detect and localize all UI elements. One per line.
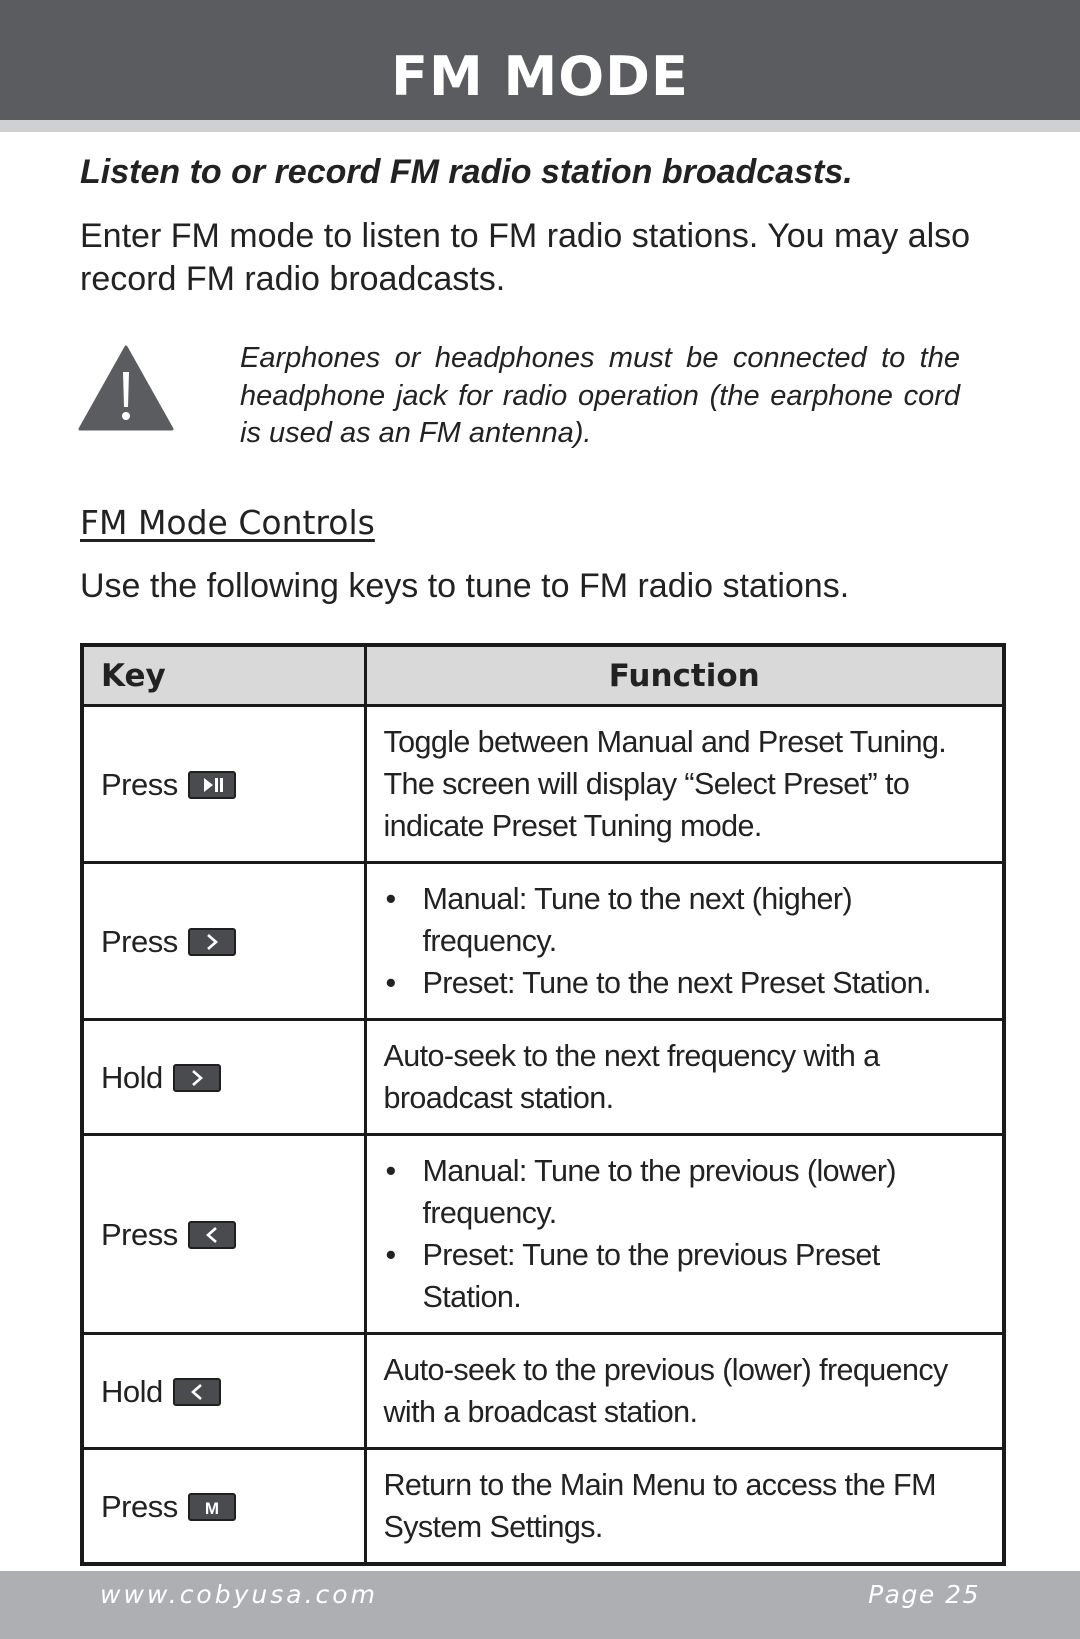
table-row [82,1135,1004,1334]
function-cell: Return to the Main Menu to access the FM System Settings. [365,1449,1004,1565]
table-header-row [82,645,1004,706]
bullet: • [385,1154,396,1188]
key-cell [82,863,365,1020]
warning-triangle-icon [78,345,174,431]
controls-table [80,643,1006,1566]
key-cell [82,1449,365,1565]
bullet: • [385,1238,396,1272]
page-title: FM MODE [391,45,689,108]
function-cell: Toggle between Manual and Preset Tuning. The screen will display “Select Preset” to indicate Preset Tuning mode. [365,706,1004,863]
page-number: Page 25 [868,1580,980,1609]
next-icon [173,1064,221,1092]
key-action-label: Press [101,1488,178,1524]
key-action-label: Press [101,1216,178,1252]
list-item [384,878,987,962]
key-cell [82,706,365,863]
footer-url: www.cobyusa.com [100,1580,378,1609]
intro-paragraph: Enter FM mode to listen to FM radio stations. You may also record FM radio broadcasts. [80,217,971,298]
function-bullet-list [384,1150,987,1318]
next-icon [188,928,236,956]
list-item [384,1234,987,1318]
menu-icon [188,1493,236,1521]
subtitle: Listen to or record FM radio station broadcasts. [80,153,853,191]
key-action-label: Press [101,923,178,959]
bullet-text: Preset: Tune to the next Preset Station. [422,966,931,1000]
bullet-text: Preset: Tune to the previous Preset Station. [422,1238,880,1314]
function-cell: Auto-seek to the previous (lower) frequency with a broadcast station. [365,1334,1004,1449]
bullet-text: Manual: Tune to the next (higher) frequency. [422,882,852,958]
key-action-label: Hold [101,1059,163,1095]
list-item [384,1150,987,1234]
function-cell [365,1135,1004,1334]
key-action-label: Hold [101,1373,163,1409]
bullet-text: Manual: Tune to the previous (lower) frequency. [422,1154,896,1230]
function-bullet-list [384,878,987,1004]
header-shadow [0,120,1080,132]
key-cell [82,1020,365,1135]
list-item [384,962,987,1004]
table-row [82,706,1004,863]
key-cell [82,1334,365,1449]
table-row [82,863,1004,1020]
table-row [82,1449,1004,1565]
column-header-key: Key [82,645,365,706]
bullet: • [385,882,396,916]
previous-icon [173,1378,221,1406]
key-action-label: Press [101,766,178,802]
menu-key-letter: M [204,1498,219,1518]
function-cell: Auto-seek to the next frequency with a broadcast station. [365,1020,1004,1135]
play-pause-icon [188,771,236,799]
warning-text: Earphones or headphones must be connected to the headphone jack for radio operation (the earphone cord is used as an FM antenna). [240,342,960,449]
table-row [82,1020,1004,1135]
key-cell [82,1135,365,1334]
bullet: • [385,966,396,1000]
section-intro: Use the following keys to tune to FM radio stations. [80,567,850,605]
function-cell [365,863,1004,1020]
previous-icon [188,1221,236,1249]
column-header-function: Function [365,645,1004,706]
section-heading: FM Mode Controls [80,503,375,542]
table-row [82,1334,1004,1449]
